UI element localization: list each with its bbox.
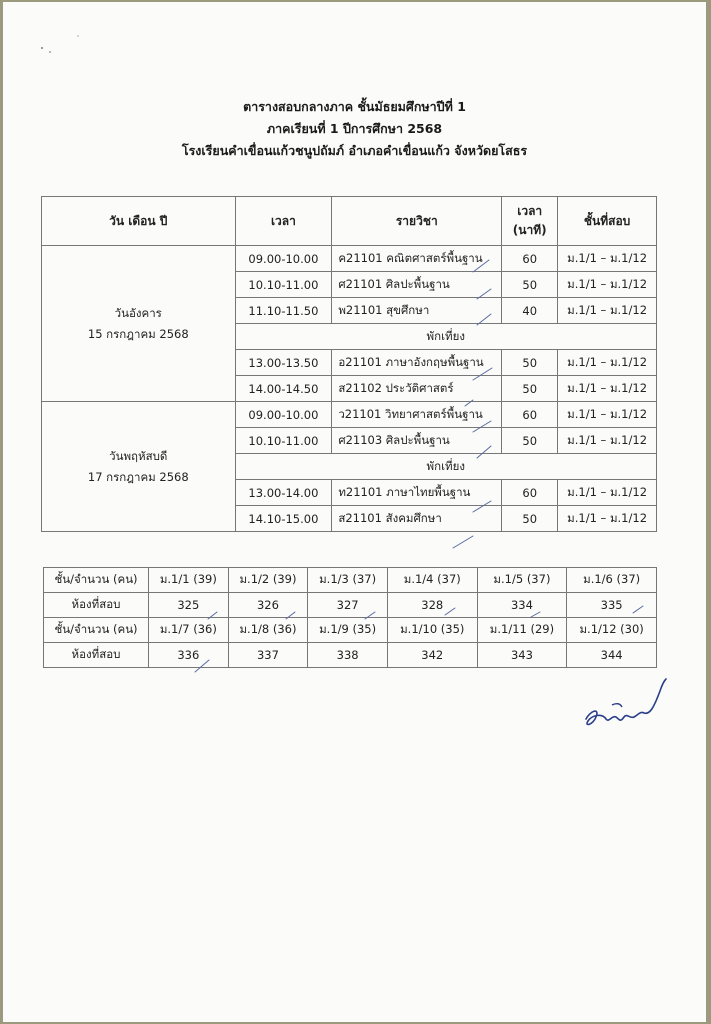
subject-cell: ศ21101 ศิลปะพื้นฐาน [332, 272, 502, 298]
day2-cell [42, 402, 236, 532]
room-cell: 327 [308, 593, 388, 618]
table-row [44, 593, 657, 618]
header-subject: รายวิชา [332, 197, 502, 246]
room-cell: 328 [387, 593, 477, 618]
subject-cell: ท21101 ภาษาไทยพื้นฐาน [332, 480, 502, 506]
class-cell: ม.1/5 (37) [477, 568, 567, 593]
subject-cell: พ21101 สุขศึกษา [332, 298, 502, 324]
time-cell: 09.00-10.00 [235, 402, 332, 428]
header-time: เวลา [235, 197, 332, 246]
subject-cell: ค21101 คณิตศาสตร์พื้นฐาน [332, 246, 502, 272]
class-cell: ม.1/7 (36) [149, 618, 229, 643]
table-row [42, 402, 657, 428]
room-cell: 326 [228, 593, 308, 618]
room-cell: 342 [387, 643, 477, 668]
classes-cell: ม.1/1 – ม.1/12 [558, 480, 657, 506]
room-assignment-table [43, 567, 657, 668]
day1-date: 15 กรกฎาคม 2568 [87, 326, 189, 341]
day2-date: 17 กรกฎาคม 2568 [87, 469, 189, 484]
table-row [42, 246, 657, 272]
day1-cell [42, 246, 236, 402]
minutes-cell: 50 [502, 272, 558, 298]
header-term: ภาคเรียนที่ 1 ปีการศึกษา 2568 [266, 121, 443, 136]
minutes-cell: 50 [502, 350, 558, 376]
handwritten-signature [578, 677, 678, 737]
minutes-cell: 40 [502, 298, 558, 324]
time-cell: 10.10-11.00 [235, 428, 332, 454]
subject-cell: ศ21103 ศิลปะพื้นฐาน [332, 428, 502, 454]
header-school: โรงเรียนคำเขื่อนแก้วชนูปถัมภ์ อำเภอคำเขื่อนแก้ว จังหวัดยโสธร [181, 143, 528, 158]
time-cell: 13.00-14.00 [235, 480, 332, 506]
subject-cell: ว21101 วิทยาศาสตร์พื้นฐาน [332, 402, 502, 428]
table-row [44, 643, 657, 668]
minutes-cell: 60 [502, 480, 558, 506]
room-cell: 325 [149, 593, 229, 618]
classes-cell: ม.1/1 – ม.1/12 [558, 506, 657, 532]
class-cell: ม.1/1 (39) [149, 568, 229, 593]
classes-cell: ม.1/1 – ม.1/12 [558, 402, 657, 428]
room-cell: 343 [477, 643, 567, 668]
exam-schedule-table [41, 196, 657, 532]
class-cell: ม.1/12 (30) [567, 618, 657, 643]
minutes-cell: 50 [502, 428, 558, 454]
classes-cell: ม.1/1 – ม.1/12 [558, 350, 657, 376]
classes-cell: ม.1/1 – ม.1/12 [558, 376, 657, 402]
class-cell: ม.1/4 (37) [387, 568, 477, 593]
classes-cell: ม.1/1 – ม.1/12 [558, 272, 657, 298]
day2-weekday: วันพฤหัสบดี [109, 448, 168, 463]
class-count-label: ชั้น/จำนวน (คน) [44, 568, 149, 593]
classes-cell: ม.1/1 – ม.1/12 [558, 298, 657, 324]
time-cell: 14.10-15.00 [235, 506, 332, 532]
class-cell: ม.1/10 (35) [387, 618, 477, 643]
header-title: ตารางสอบกลางภาค ชั้นมัธยมศึกษาปีที่ 1 [243, 99, 466, 114]
subject-cell: อ21101 ภาษาอังกฤษพื้นฐาน [332, 350, 502, 376]
time-cell: 14.00-14.50 [235, 376, 332, 402]
minutes-cell: 60 [502, 246, 558, 272]
room-cell: 338 [308, 643, 388, 668]
header-classes: ชั้นที่สอบ [558, 197, 657, 246]
class-cell: ม.1/2 (39) [228, 568, 308, 593]
document-page [3, 2, 706, 1022]
time-cell: 10.10-11.00 [235, 272, 332, 298]
room-cell: 336 [149, 643, 229, 668]
class-cell: ม.1/8 (36) [228, 618, 308, 643]
subject-cell: ส21102 ประวัติศาสตร์ [332, 376, 502, 402]
class-cell: ม.1/6 (37) [567, 568, 657, 593]
room-cell: 344 [567, 643, 657, 668]
scan-specks [38, 30, 98, 60]
class-cell: ม.1/9 (35) [308, 618, 388, 643]
lunch-break: พักเที่ยง [235, 454, 656, 480]
room-cell: 337 [228, 643, 308, 668]
minutes-cell: 50 [502, 376, 558, 402]
time-cell: 11.10-11.50 [235, 298, 332, 324]
header-minutes: เวลา (นาที) [502, 197, 558, 246]
table-row [44, 618, 657, 643]
minutes-cell: 50 [502, 506, 558, 532]
class-count-label: ชั้น/จำนวน (คน) [44, 618, 149, 643]
document-header [3, 96, 706, 162]
room-label: ห้องที่สอบ [44, 593, 149, 618]
subject-cell: ส21101 สังคมศึกษา [332, 506, 502, 532]
room-label: ห้องที่สอบ [44, 643, 149, 668]
classes-cell: ม.1/1 – ม.1/12 [558, 428, 657, 454]
day1-weekday: วันอังคาร [114, 305, 162, 320]
time-cell: 09.00-10.00 [235, 246, 332, 272]
classes-cell: ม.1/1 – ม.1/12 [558, 246, 657, 272]
class-cell: ม.1/11 (29) [477, 618, 567, 643]
room-cell: 334 [477, 593, 567, 618]
class-cell: ม.1/3 (37) [308, 568, 388, 593]
lunch-break: พักเที่ยง [235, 324, 656, 350]
table-row [44, 568, 657, 593]
minutes-cell: 60 [502, 402, 558, 428]
header-date: วัน เดือน ปี [42, 197, 236, 246]
time-cell: 13.00-13.50 [235, 350, 332, 376]
room-cell: 335 [567, 593, 657, 618]
schedule-header-row [42, 197, 657, 246]
